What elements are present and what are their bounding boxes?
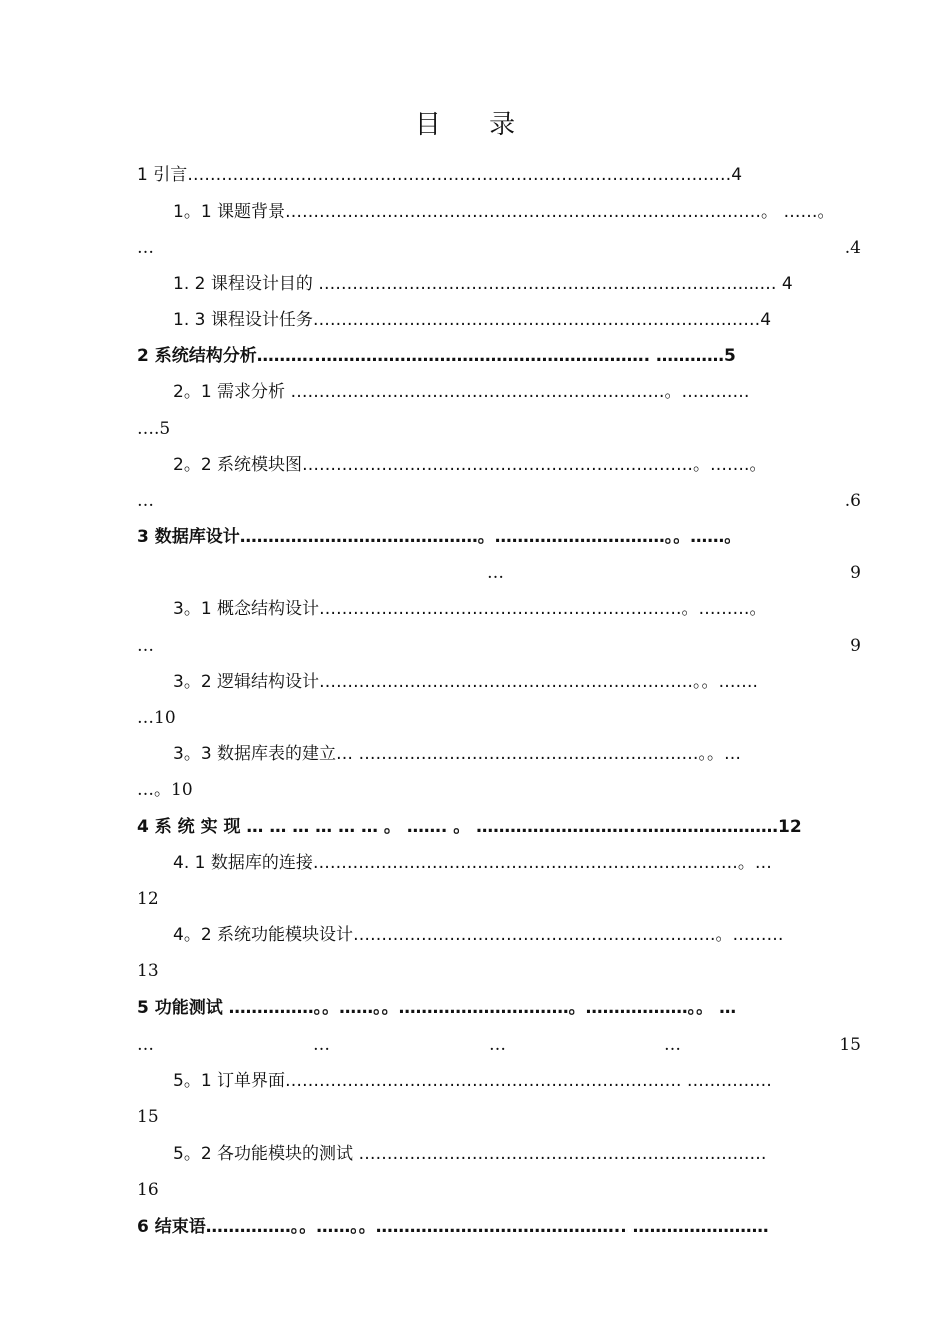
toc-entry-2-2-page: .6 [844,491,861,511]
toc-entry-4-1: 4. 1 数据库的连接…………………………………………………………………。… [173,853,772,873]
toc-entry-3-1: 3。1 概念结构设计……………………………………………………….。………。 [173,599,767,619]
toc-entry-2-1-page: ….5 [137,419,171,439]
toc-entry-5-cont-1: … [137,1035,154,1055]
toc-entry-2-2: 2。2 系统模块图……………………………………………………………。…….。 [173,455,767,475]
toc-entry-5-cont-4: … [664,1035,681,1055]
toc-entry-5-2: 5。2 各功能模块的测试 ……………………………………………………………… [173,1144,767,1164]
toc-title: 目 录 [414,110,536,140]
toc-entry-4-2-page: 13 [137,961,159,981]
toc-entry-1: 1 引言……………………………………………………………………………………4 [137,165,743,185]
toc-entry-1-1: 1。1 课题背景…………………………………………………………………………。 ……。 [173,202,835,222]
toc-entry-3-page: 9 [850,563,861,583]
toc-entry-4-1-page: 12 [137,889,159,909]
toc-entry-3-2: 3。2 逻辑结构设计…………………………………………………………。。……. [173,672,758,692]
toc-entry-2-1: 2。1 需求分析 …………………………………………………………。………… [173,382,750,402]
toc-entry-5-cont-2: … [313,1035,330,1055]
toc-entry-2: 2 系统结构分析………..…………………………………………………. …………5 [137,346,736,366]
toc-entry-4-2: 4。2 系统功能模块设计……………………………………………………….。……… [173,925,784,945]
toc-entry-3: 3 数据库设计……………………………………。…………………………。。……。 [137,527,742,547]
toc-entry-5-page: 15 [839,1035,861,1055]
toc-entry-3-1-page: 9 [850,636,861,656]
toc-entry-1-1-cont-left: … [137,238,154,258]
toc-entry-4: 4 系 统 实 现 … … … … … … 。 ……. 。 ………………………..……………………12 [137,817,802,837]
toc-entry-5-1: 5。1 订单界面……………………………………………………………. …………… [173,1071,772,1091]
toc-entry-3-cont-mid: … [487,563,504,583]
toc-entry-3-3: 3。3 数据库表的建立… ……………………………………………………。。… [173,744,741,764]
toc-entry-6: 6 结束语……………。。……。。…………………………………….. …………………… [137,1217,769,1237]
toc-entry-5: 5 功能测试 ……………。。……。。…………………………。………………。。 … [137,998,737,1018]
toc-entry-1-3: 1. 3 课程设计任务……………………………………………………………….……4 [173,310,772,330]
toc-entry-5-2-page: 16 [137,1180,159,1200]
toc-entry-2-2-cont-left: … [137,491,154,511]
toc-entry-1-1-page: .4 [844,238,861,258]
toc-entry-3-3-page: …。10 [137,780,193,800]
toc-entry-3-2-page: …10 [137,708,176,728]
toc-entry-3-1-cont-left: … [137,636,154,656]
toc-entry-5-cont-3: … [489,1035,506,1055]
toc-entry-1-2: 1. 2 课程设计目的 …………………………………………………………………...… 4 [173,274,793,294]
toc-entry-5-1-page: 15 [137,1107,159,1127]
